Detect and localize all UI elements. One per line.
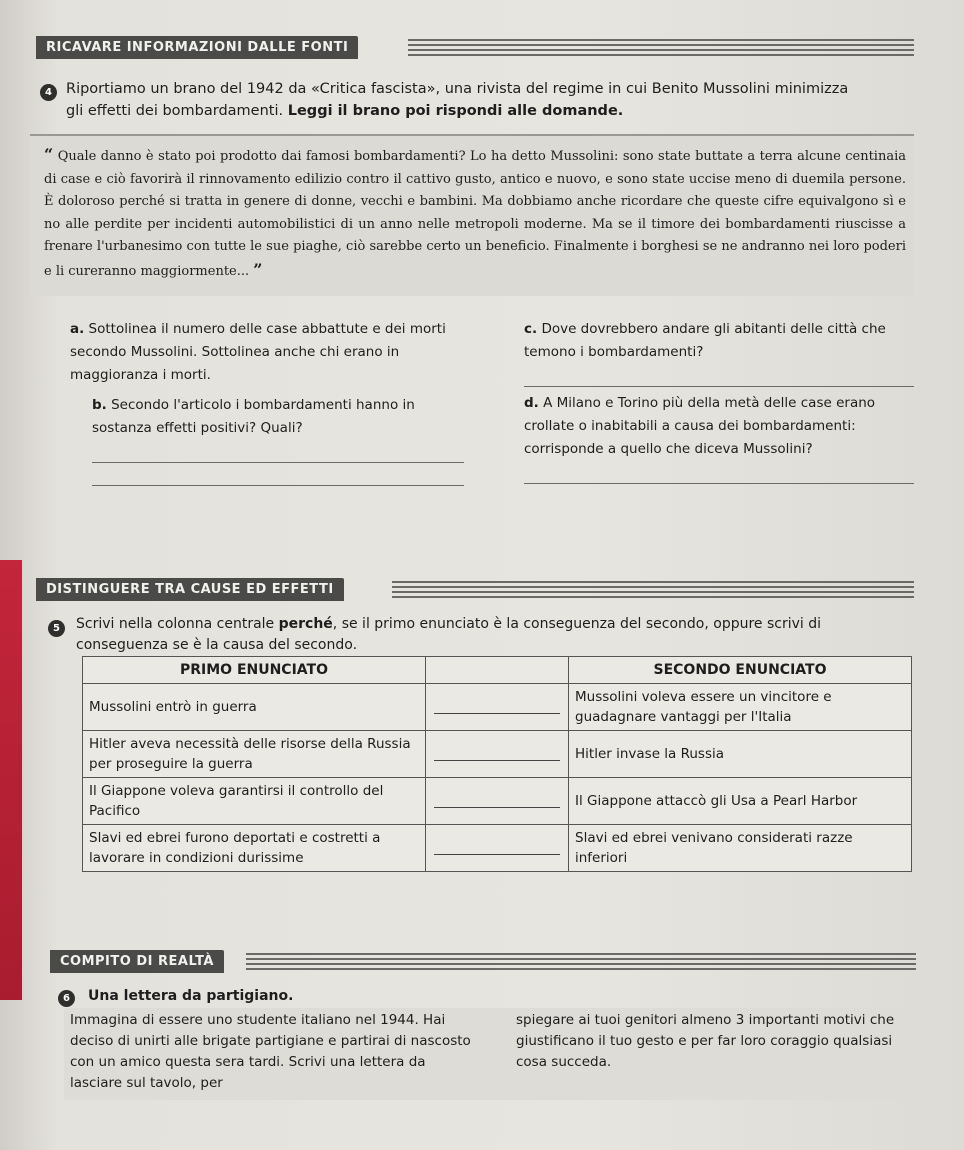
section-label: DISTINGUERE TRA CAUSE ED EFFETTI xyxy=(36,578,344,601)
cause-effect-table xyxy=(82,656,912,872)
exercise-number-badge: 5 xyxy=(48,620,65,637)
quote-text xyxy=(44,144,906,283)
exercise-intro xyxy=(66,78,916,122)
column-header-second: SECONDO ENUNCIATO xyxy=(569,657,912,684)
intro-line-1: Riportiamo un brano del 1942 da «Critica fascista», una rivista del regime in cui Benito Mussolini minimizza xyxy=(66,81,849,97)
first-statement: Il Giappone voleva garantirsi il controllo del Pacifico xyxy=(83,778,426,825)
section-rule xyxy=(392,581,914,601)
answer-cell[interactable] xyxy=(426,731,569,778)
answer-cell[interactable] xyxy=(426,684,569,731)
table-header-row xyxy=(83,657,912,684)
column-header-first: PRIMO ENUNCIATO xyxy=(83,657,426,684)
task-text-right: spiegare ai tuoi genitori almeno 3 importanti motivi che giustificano il tuo gesto e per far loro coraggio qualsiasi cosa succeda. xyxy=(516,1012,895,1070)
section-rule xyxy=(408,39,914,59)
question-b: b. Secondo l'articolo i bombardamenti hanno in sostanza effetti positivi? Quali? xyxy=(92,394,464,486)
section-label: RICAVARE INFORMAZIONI DALLE FONTI xyxy=(36,36,358,59)
section-header-causes xyxy=(36,578,916,604)
quote-body: Quale danno è stato poi prodotto dai famosi bombardamenti? Lo ha detto Mussolini: sono state buttate a terra alcune centinaia di case e ciò favorirà il rinnovamento edilizio contro il cattivo gusto, antico e nuovo, e sono state uccise meno di duemila persone. È doloroso perché si tratta in genere di donne, vecchi e bambini. Ma dobbiamo anche ricordare che queste cifre equivalgono sì e no alle perdite per incidenti automobilistici di un anno nelle metropoli moderne. Ma se il timore dei bombardamenti riuscisse a frenare l'urbanesimo con tutte le sue piaghe, ciò sarebbe certo un beneficio. Finalmente i borghesi se ne andranno nei loro poderi e li cureranno maggiormente... xyxy=(44,149,906,279)
table-row xyxy=(83,825,912,872)
answer-line[interactable] xyxy=(92,440,464,463)
column-header-middle xyxy=(426,657,569,684)
section-rule xyxy=(246,953,916,973)
section-header-sources xyxy=(36,36,916,62)
table-row xyxy=(83,684,912,731)
exercise-number-badge: 4 xyxy=(40,84,57,101)
answer-cell[interactable] xyxy=(426,825,569,872)
intro-instruction: Leggi il brano poi rispondi alle domande. xyxy=(287,103,624,119)
first-statement: Mussolini entrò in guerra xyxy=(83,684,426,731)
quote-open-mark: “ xyxy=(44,145,54,164)
red-page-edge xyxy=(0,560,22,1000)
second-statement: Hitler invase la Russia xyxy=(569,731,912,778)
task-title: Una lettera da partigiano. xyxy=(88,988,294,1004)
first-statement: Hitler aveva necessità delle risorse della Russia per proseguire la guerra xyxy=(83,731,426,778)
quote-close-mark: ” xyxy=(253,259,263,279)
second-statement: Il Giappone attaccò gli Usa a Pearl Harbor xyxy=(569,778,912,825)
question-a: a. Sottolinea il numero delle case abbattute e dei morti secondo Mussolini. Sottolinea anche chi erano in maggioranza i morti. xyxy=(70,321,446,383)
exercise-number-badge: 6 xyxy=(58,990,75,1007)
answer-line[interactable] xyxy=(92,463,464,486)
intro-line-2: gli effetti dei bombardamenti. Leggi il brano poi rispondi alle domande. xyxy=(66,103,624,119)
quote-box xyxy=(30,134,914,296)
first-statement: Slavi ed ebrei furono deportati e costretti a lavorare in condizioni durissime xyxy=(83,825,426,872)
answer-cell[interactable] xyxy=(426,778,569,825)
answer-line[interactable] xyxy=(524,364,914,387)
table-row xyxy=(83,778,912,825)
exercise-intro: Scrivi nella colonna centrale perché, se il primo enunciato è la conseguenza del secondo, oppure scrivi di conseguenza se è la causa del secondo. xyxy=(76,616,822,653)
table-row xyxy=(83,731,912,778)
task-text-left: Immagina di essere uno studente italiano nel 1944. Hai deciso di unirti alle brigate partigiane e partirai di nascosto con un amico questa sera tardi. Scrivi una lettera da lasciare sul tavolo, per xyxy=(70,1012,471,1091)
second-statement: Mussolini voleva essere un vincitore e guadagnare vantaggi per l'Italia xyxy=(569,684,912,731)
question-d: d. A Milano e Torino più della metà delle case erano crollate o inabitabili a causa dei bombardamenti: corrisponde a quello che diceva Mussolini? xyxy=(524,392,914,484)
question-c: c. Dove dovrebbero andare gli abitanti delle città che temono i bombardamenti? xyxy=(524,318,914,387)
answer-line[interactable] xyxy=(524,461,914,484)
section-label: COMPITO DI REALTÀ xyxy=(50,950,224,973)
section-header-task xyxy=(50,950,916,976)
second-statement: Slavi ed ebrei venivano considerati razze inferiori xyxy=(569,825,912,872)
